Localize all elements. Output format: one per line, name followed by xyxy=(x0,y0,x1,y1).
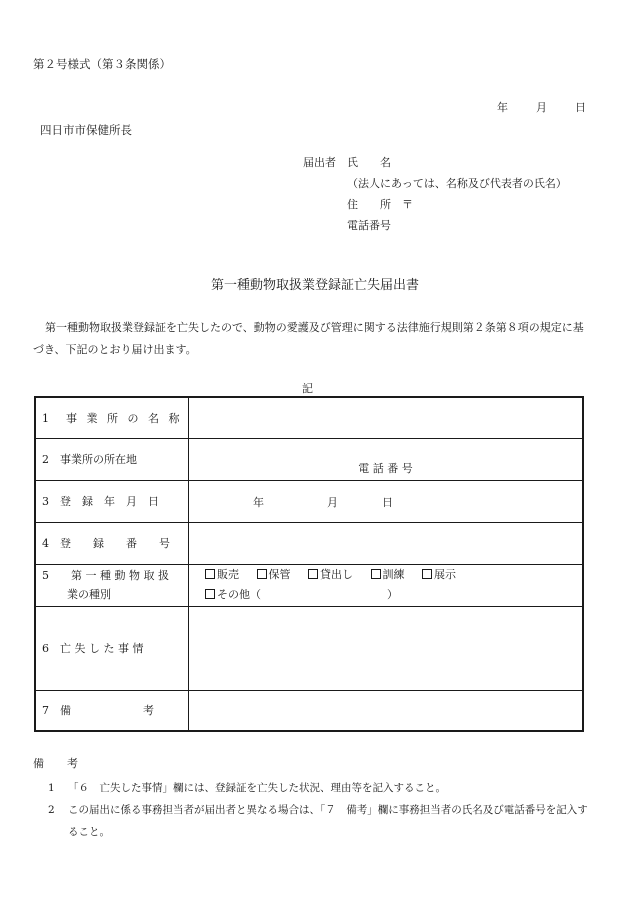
row-label-loss-circumstances: 6 亡 失 し た 事 情 xyxy=(35,606,189,690)
reg-month: 月 xyxy=(327,495,338,509)
checkbox-exhibition[interactable] xyxy=(422,565,456,585)
checkbox-icon xyxy=(308,569,318,579)
checkbox-label: 保管 xyxy=(268,568,291,581)
business-name-field[interactable] xyxy=(189,397,584,438)
checkbox-other[interactable] xyxy=(205,585,261,605)
address-label: 住 所 〒 xyxy=(347,198,413,211)
checkbox-icon xyxy=(257,569,267,579)
checkbox-label: 販売 xyxy=(217,568,239,581)
note-number: 1 xyxy=(48,782,55,794)
row-label-business-type xyxy=(35,564,189,606)
remarks-field[interactable] xyxy=(189,690,584,731)
remarks-label-start: 7 備 xyxy=(42,704,71,718)
notifier-block xyxy=(303,152,567,236)
notifier-label: 届出者 xyxy=(303,156,336,169)
submission-date xyxy=(497,99,586,115)
checkbox-label: 訓練 xyxy=(382,568,405,581)
business-type-field xyxy=(189,564,584,606)
checkbox-storage[interactable] xyxy=(257,565,291,585)
loss-circumstances-field[interactable] xyxy=(189,606,584,690)
note-text: 「６ 亡失した事情」欄には、登録証を亡失した状況、理由等を記入すること。 xyxy=(68,782,446,794)
checkbox-icon xyxy=(205,589,215,599)
table-row xyxy=(35,438,583,480)
reg-year: 年 xyxy=(253,495,264,509)
body-text: 第一種動物取扱業登録証を亡失したので、動物の愛護及び管理に関する法律施行規則第２条第８項の規定に基づき、下記のとおり届け出ます。 xyxy=(33,321,584,356)
date-day: 日 xyxy=(575,101,586,114)
document-title: 第一種動物取扱業登録証亡失届出書 xyxy=(210,278,419,293)
table-row xyxy=(35,480,583,522)
checkbox-icon xyxy=(371,569,381,579)
checkbox-label: 展示 xyxy=(434,568,456,581)
table-row xyxy=(35,522,583,564)
date-year: 年 xyxy=(497,101,508,114)
table-row xyxy=(35,564,583,606)
addressee: 四日市市保健所長 xyxy=(40,123,132,137)
checkbox-sales[interactable] xyxy=(205,565,239,585)
checkbox-icon xyxy=(422,569,432,579)
business-type-label-line2: 業の種別 xyxy=(67,588,111,601)
list-item xyxy=(48,777,588,799)
row-label-location: 2 事業所の所在地 xyxy=(35,438,189,480)
ki-heading: 記 xyxy=(302,382,313,395)
row-label-business-name: 1 事 業 所 の 名 称 xyxy=(35,397,189,438)
remarks-heading: 備 考 xyxy=(33,757,84,770)
note-number: 2 xyxy=(48,804,55,816)
registration-date-field[interactable] xyxy=(189,480,584,522)
note-text: この届出に係る事務担当者が届出者と異なる場合は、「７ 備考」欄に事務担当者の氏名及び電話番号を記入すること。 xyxy=(68,804,588,838)
registration-table xyxy=(34,396,584,732)
remarks-label-end: 考 xyxy=(143,704,154,718)
other-close: ） xyxy=(387,588,398,601)
checkbox-label: 貸出し xyxy=(320,568,353,581)
name-label: 氏 名 xyxy=(347,156,391,169)
business-type-label-line1: 5 第 一 種 動 物 取 扱 xyxy=(42,569,169,582)
checkbox-training[interactable] xyxy=(371,565,405,585)
table-row xyxy=(35,690,583,731)
phone-label: 電話番号 xyxy=(347,219,391,232)
date-month: 月 xyxy=(536,101,547,114)
table-row xyxy=(35,397,583,438)
location-phone-label: 電 話 番 号 xyxy=(358,462,413,475)
list-item xyxy=(48,799,588,843)
location-field[interactable] xyxy=(189,438,584,480)
checkbox-icon xyxy=(205,569,215,579)
row-label-remarks xyxy=(35,690,189,731)
row-label-registration-date: 3 登 録 年 月 日 xyxy=(35,480,189,522)
table-row xyxy=(35,606,583,690)
checkbox-label: その他（ xyxy=(217,588,261,601)
row-label-registration-number: 4 登 録 番 号 xyxy=(35,522,189,564)
remarks-notes xyxy=(48,777,588,843)
form-number: 第２号様式（第３条関係） xyxy=(33,57,171,71)
reg-day: 日 xyxy=(382,495,393,509)
corporation-note: （法人にあっては、名称及び代表者の氏名） xyxy=(347,177,567,190)
registration-number-field[interactable] xyxy=(189,522,584,564)
checkbox-rental[interactable] xyxy=(308,565,353,585)
